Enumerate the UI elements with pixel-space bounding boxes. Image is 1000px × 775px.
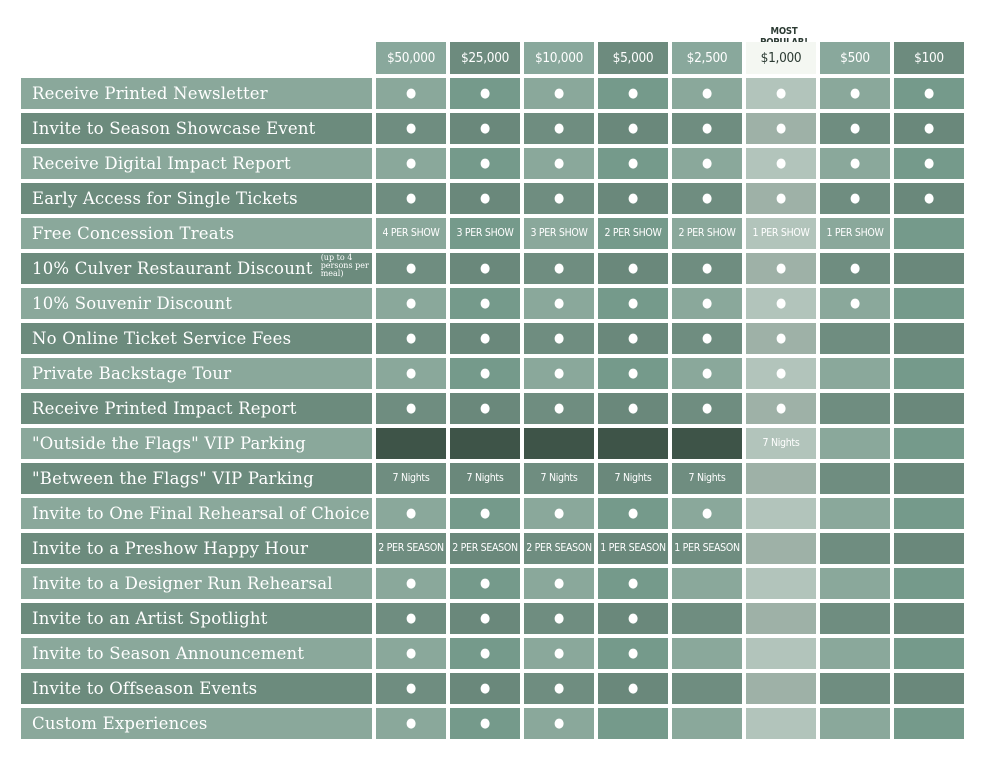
not-applicable-cell <box>376 428 446 459</box>
benefit-label <box>21 498 372 529</box>
included-dot: ● <box>672 323 742 354</box>
benefit-label <box>21 358 372 389</box>
empty-cell <box>746 708 816 739</box>
empty-cell <box>894 288 964 319</box>
benefit-value: 7 Nights <box>524 463 594 494</box>
benefit-label-text: Invite to a Preshow Happy Hour <box>32 539 309 558</box>
benefit-label <box>21 708 372 739</box>
included-dot: ● <box>524 393 594 424</box>
benefit-label <box>21 533 372 564</box>
included-dot: ● <box>450 78 520 109</box>
included-dot: ● <box>524 253 594 284</box>
empty-cell <box>894 218 964 249</box>
included-dot: ● <box>598 183 668 214</box>
included-dot: ● <box>894 148 964 179</box>
included-dot: ● <box>376 393 446 424</box>
empty-cell <box>746 673 816 704</box>
included-dot: ● <box>820 148 890 179</box>
benefit-label-text: Invite to an Artist Spotlight <box>32 609 268 628</box>
included-dot: ● <box>820 113 890 144</box>
benefit-label <box>21 393 372 424</box>
included-dot: ● <box>672 358 742 389</box>
benefit-label-text: Invite to Season Announcement <box>32 644 305 663</box>
benefit-label-text: Receive Printed Newsletter <box>32 84 268 103</box>
included-dot: ● <box>672 113 742 144</box>
included-dot: ● <box>598 673 668 704</box>
column-header: $25,000 <box>450 42 520 74</box>
included-dot: ● <box>524 603 594 634</box>
benefit-value: 1 PER SEASON <box>672 533 742 564</box>
empty-cell <box>672 638 742 669</box>
included-dot: ● <box>672 183 742 214</box>
empty-cell <box>894 638 964 669</box>
benefit-label-text: 10% Souvenir Discount <box>32 294 233 313</box>
included-dot: ● <box>598 358 668 389</box>
included-dot: ● <box>598 148 668 179</box>
benefit-label-text: Receive Digital Impact Report <box>32 154 291 173</box>
empty-cell <box>820 358 890 389</box>
empty-cell <box>820 638 890 669</box>
included-dot: ● <box>746 183 816 214</box>
benefit-label <box>21 323 372 354</box>
included-dot: ● <box>376 638 446 669</box>
benefit-value: 1 PER SEASON <box>598 533 668 564</box>
empty-cell <box>894 393 964 424</box>
benefit-label <box>21 638 372 669</box>
benefit-label <box>21 603 372 634</box>
included-dot: ● <box>376 78 446 109</box>
empty-cell <box>672 708 742 739</box>
included-dot: ● <box>450 323 520 354</box>
included-dot: ● <box>524 638 594 669</box>
included-dot: ● <box>524 498 594 529</box>
column-header: $1,000 <box>746 42 816 74</box>
not-applicable-cell <box>672 428 742 459</box>
included-dot: ● <box>598 113 668 144</box>
benefit-value: 7 Nights <box>450 463 520 494</box>
included-dot: ● <box>598 323 668 354</box>
benefit-note: (up to 4 persons per meal) <box>320 252 369 278</box>
benefit-value: 3 PER SHOW <box>450 218 520 249</box>
empty-cell <box>746 533 816 564</box>
empty-cell <box>820 568 890 599</box>
benefit-label-text: "Between the Flags" VIP Parking <box>32 469 314 488</box>
benefit-value: 7 Nights <box>746 428 816 459</box>
header-corner <box>21 42 372 74</box>
empty-cell <box>820 673 890 704</box>
empty-cell <box>894 568 964 599</box>
included-dot: ● <box>450 288 520 319</box>
benefit-label <box>21 78 372 109</box>
included-dot: ● <box>598 288 668 319</box>
included-dot: ● <box>450 498 520 529</box>
included-dot: ● <box>672 148 742 179</box>
included-dot: ● <box>376 148 446 179</box>
included-dot: ● <box>894 78 964 109</box>
empty-cell <box>820 463 890 494</box>
included-dot: ● <box>524 358 594 389</box>
included-dot: ● <box>450 638 520 669</box>
benefit-label <box>21 148 372 179</box>
included-dot: ● <box>598 638 668 669</box>
empty-cell <box>672 673 742 704</box>
included-dot: ● <box>524 148 594 179</box>
included-dot: ● <box>376 708 446 739</box>
empty-cell <box>672 568 742 599</box>
included-dot: ● <box>376 498 446 529</box>
included-dot: ● <box>746 323 816 354</box>
included-dot: ● <box>894 113 964 144</box>
benefit-value: 1 PER SHOW <box>820 218 890 249</box>
included-dot: ● <box>524 323 594 354</box>
empty-cell <box>746 603 816 634</box>
included-dot: ● <box>376 358 446 389</box>
benefit-value: 7 Nights <box>598 463 668 494</box>
empty-cell <box>894 428 964 459</box>
benefit-label <box>21 183 372 214</box>
benefit-value: 2 PER SHOW <box>672 218 742 249</box>
column-header: $500 <box>820 42 890 74</box>
benefit-value: 2 PER SEASON <box>376 533 446 564</box>
included-dot: ● <box>598 568 668 599</box>
included-dot: ● <box>524 78 594 109</box>
included-dot: ● <box>598 253 668 284</box>
benefits-table <box>21 42 964 739</box>
benefit-label-text: Invite to a Designer Run Rehearsal <box>32 574 333 593</box>
included-dot: ● <box>450 603 520 634</box>
benefit-label <box>21 288 372 319</box>
benefit-value: 2 PER SEASON <box>524 533 594 564</box>
empty-cell <box>820 393 890 424</box>
empty-cell <box>746 498 816 529</box>
empty-cell <box>746 568 816 599</box>
benefit-value: 1 PER SHOW <box>746 218 816 249</box>
column-header: $100 <box>894 42 964 74</box>
included-dot: ● <box>598 393 668 424</box>
benefit-value: 2 PER SEASON <box>450 533 520 564</box>
benefit-label-text: 10% Culver Restaurant Discount <box>32 259 313 278</box>
benefit-value: 2 PER SHOW <box>598 218 668 249</box>
column-header: $50,000 <box>376 42 446 74</box>
included-dot: ● <box>746 148 816 179</box>
empty-cell <box>746 638 816 669</box>
included-dot: ● <box>524 568 594 599</box>
included-dot: ● <box>820 183 890 214</box>
benefit-label-text: Invite to Offseason Events <box>32 679 258 698</box>
benefit-label <box>21 113 372 144</box>
included-dot: ● <box>672 288 742 319</box>
included-dot: ● <box>450 358 520 389</box>
included-dot: ● <box>376 323 446 354</box>
empty-cell <box>672 603 742 634</box>
benefit-value: 3 PER SHOW <box>524 218 594 249</box>
column-header: $2,500 <box>672 42 742 74</box>
included-dot: ● <box>450 253 520 284</box>
included-dot: ● <box>598 78 668 109</box>
included-dot: ● <box>746 393 816 424</box>
included-dot: ● <box>376 113 446 144</box>
included-dot: ● <box>376 183 446 214</box>
empty-cell <box>820 498 890 529</box>
benefit-label <box>21 568 372 599</box>
empty-cell <box>894 253 964 284</box>
included-dot: ● <box>746 78 816 109</box>
included-dot: ● <box>672 253 742 284</box>
empty-cell <box>894 708 964 739</box>
empty-cell <box>820 708 890 739</box>
empty-cell <box>746 463 816 494</box>
included-dot: ● <box>524 673 594 704</box>
empty-cell <box>820 323 890 354</box>
empty-cell <box>894 603 964 634</box>
benefit-label-text: No Online Ticket Service Fees <box>32 329 292 348</box>
included-dot: ● <box>746 253 816 284</box>
empty-cell <box>894 323 964 354</box>
included-dot: ● <box>820 78 890 109</box>
included-dot: ● <box>820 253 890 284</box>
included-dot: ● <box>894 183 964 214</box>
benefit-label-text: Invite to One Final Rehearsal of Choice <box>32 504 370 523</box>
included-dot: ● <box>746 113 816 144</box>
included-dot: ● <box>524 183 594 214</box>
benefit-label <box>21 218 372 249</box>
empty-cell <box>894 498 964 529</box>
benefit-label-text: Private Backstage Tour <box>32 364 232 383</box>
included-dot: ● <box>376 673 446 704</box>
column-header: $5,000 <box>598 42 668 74</box>
not-applicable-cell <box>598 428 668 459</box>
included-dot: ● <box>450 183 520 214</box>
benefit-label <box>21 673 372 704</box>
included-dot: ● <box>672 498 742 529</box>
benefit-value: 4 PER SHOW <box>376 218 446 249</box>
benefit-label-text: Invite to Season Showcase Event <box>32 119 316 138</box>
included-dot: ● <box>450 568 520 599</box>
benefit-label-text: Early Access for Single Tickets <box>32 189 298 208</box>
included-dot: ● <box>672 78 742 109</box>
included-dot: ● <box>746 288 816 319</box>
included-dot: ● <box>450 673 520 704</box>
empty-cell <box>894 673 964 704</box>
benefit-label-text: Free Concession Treats <box>32 224 235 243</box>
included-dot: ● <box>376 603 446 634</box>
empty-cell <box>894 463 964 494</box>
included-dot: ● <box>820 288 890 319</box>
empty-cell <box>894 533 964 564</box>
included-dot: ● <box>450 113 520 144</box>
benefit-label <box>21 428 372 459</box>
included-dot: ● <box>672 393 742 424</box>
included-dot: ● <box>450 393 520 424</box>
included-dot: ● <box>524 708 594 739</box>
benefit-label-text: Receive Printed Impact Report <box>32 399 297 418</box>
empty-cell <box>598 708 668 739</box>
included-dot: ● <box>746 358 816 389</box>
included-dot: ● <box>524 113 594 144</box>
empty-cell <box>820 428 890 459</box>
empty-cell <box>820 603 890 634</box>
benefit-value: 7 Nights <box>376 463 446 494</box>
benefit-label-text: "Outside the Flags" VIP Parking <box>32 434 306 453</box>
benefit-label <box>21 253 372 284</box>
included-dot: ● <box>598 498 668 529</box>
included-dot: ● <box>376 568 446 599</box>
column-header: $10,000 <box>524 42 594 74</box>
empty-cell <box>894 358 964 389</box>
included-dot: ● <box>450 708 520 739</box>
included-dot: ● <box>598 603 668 634</box>
included-dot: ● <box>524 288 594 319</box>
included-dot: ● <box>376 253 446 284</box>
benefit-label <box>21 463 372 494</box>
included-dot: ● <box>376 288 446 319</box>
empty-cell <box>820 533 890 564</box>
benefit-value: 7 Nights <box>672 463 742 494</box>
benefit-label-text: Custom Experiences <box>32 714 208 733</box>
most-popular-badge: MOST <box>770 26 798 37</box>
not-applicable-cell <box>450 428 520 459</box>
included-dot: ● <box>450 148 520 179</box>
not-applicable-cell <box>524 428 594 459</box>
